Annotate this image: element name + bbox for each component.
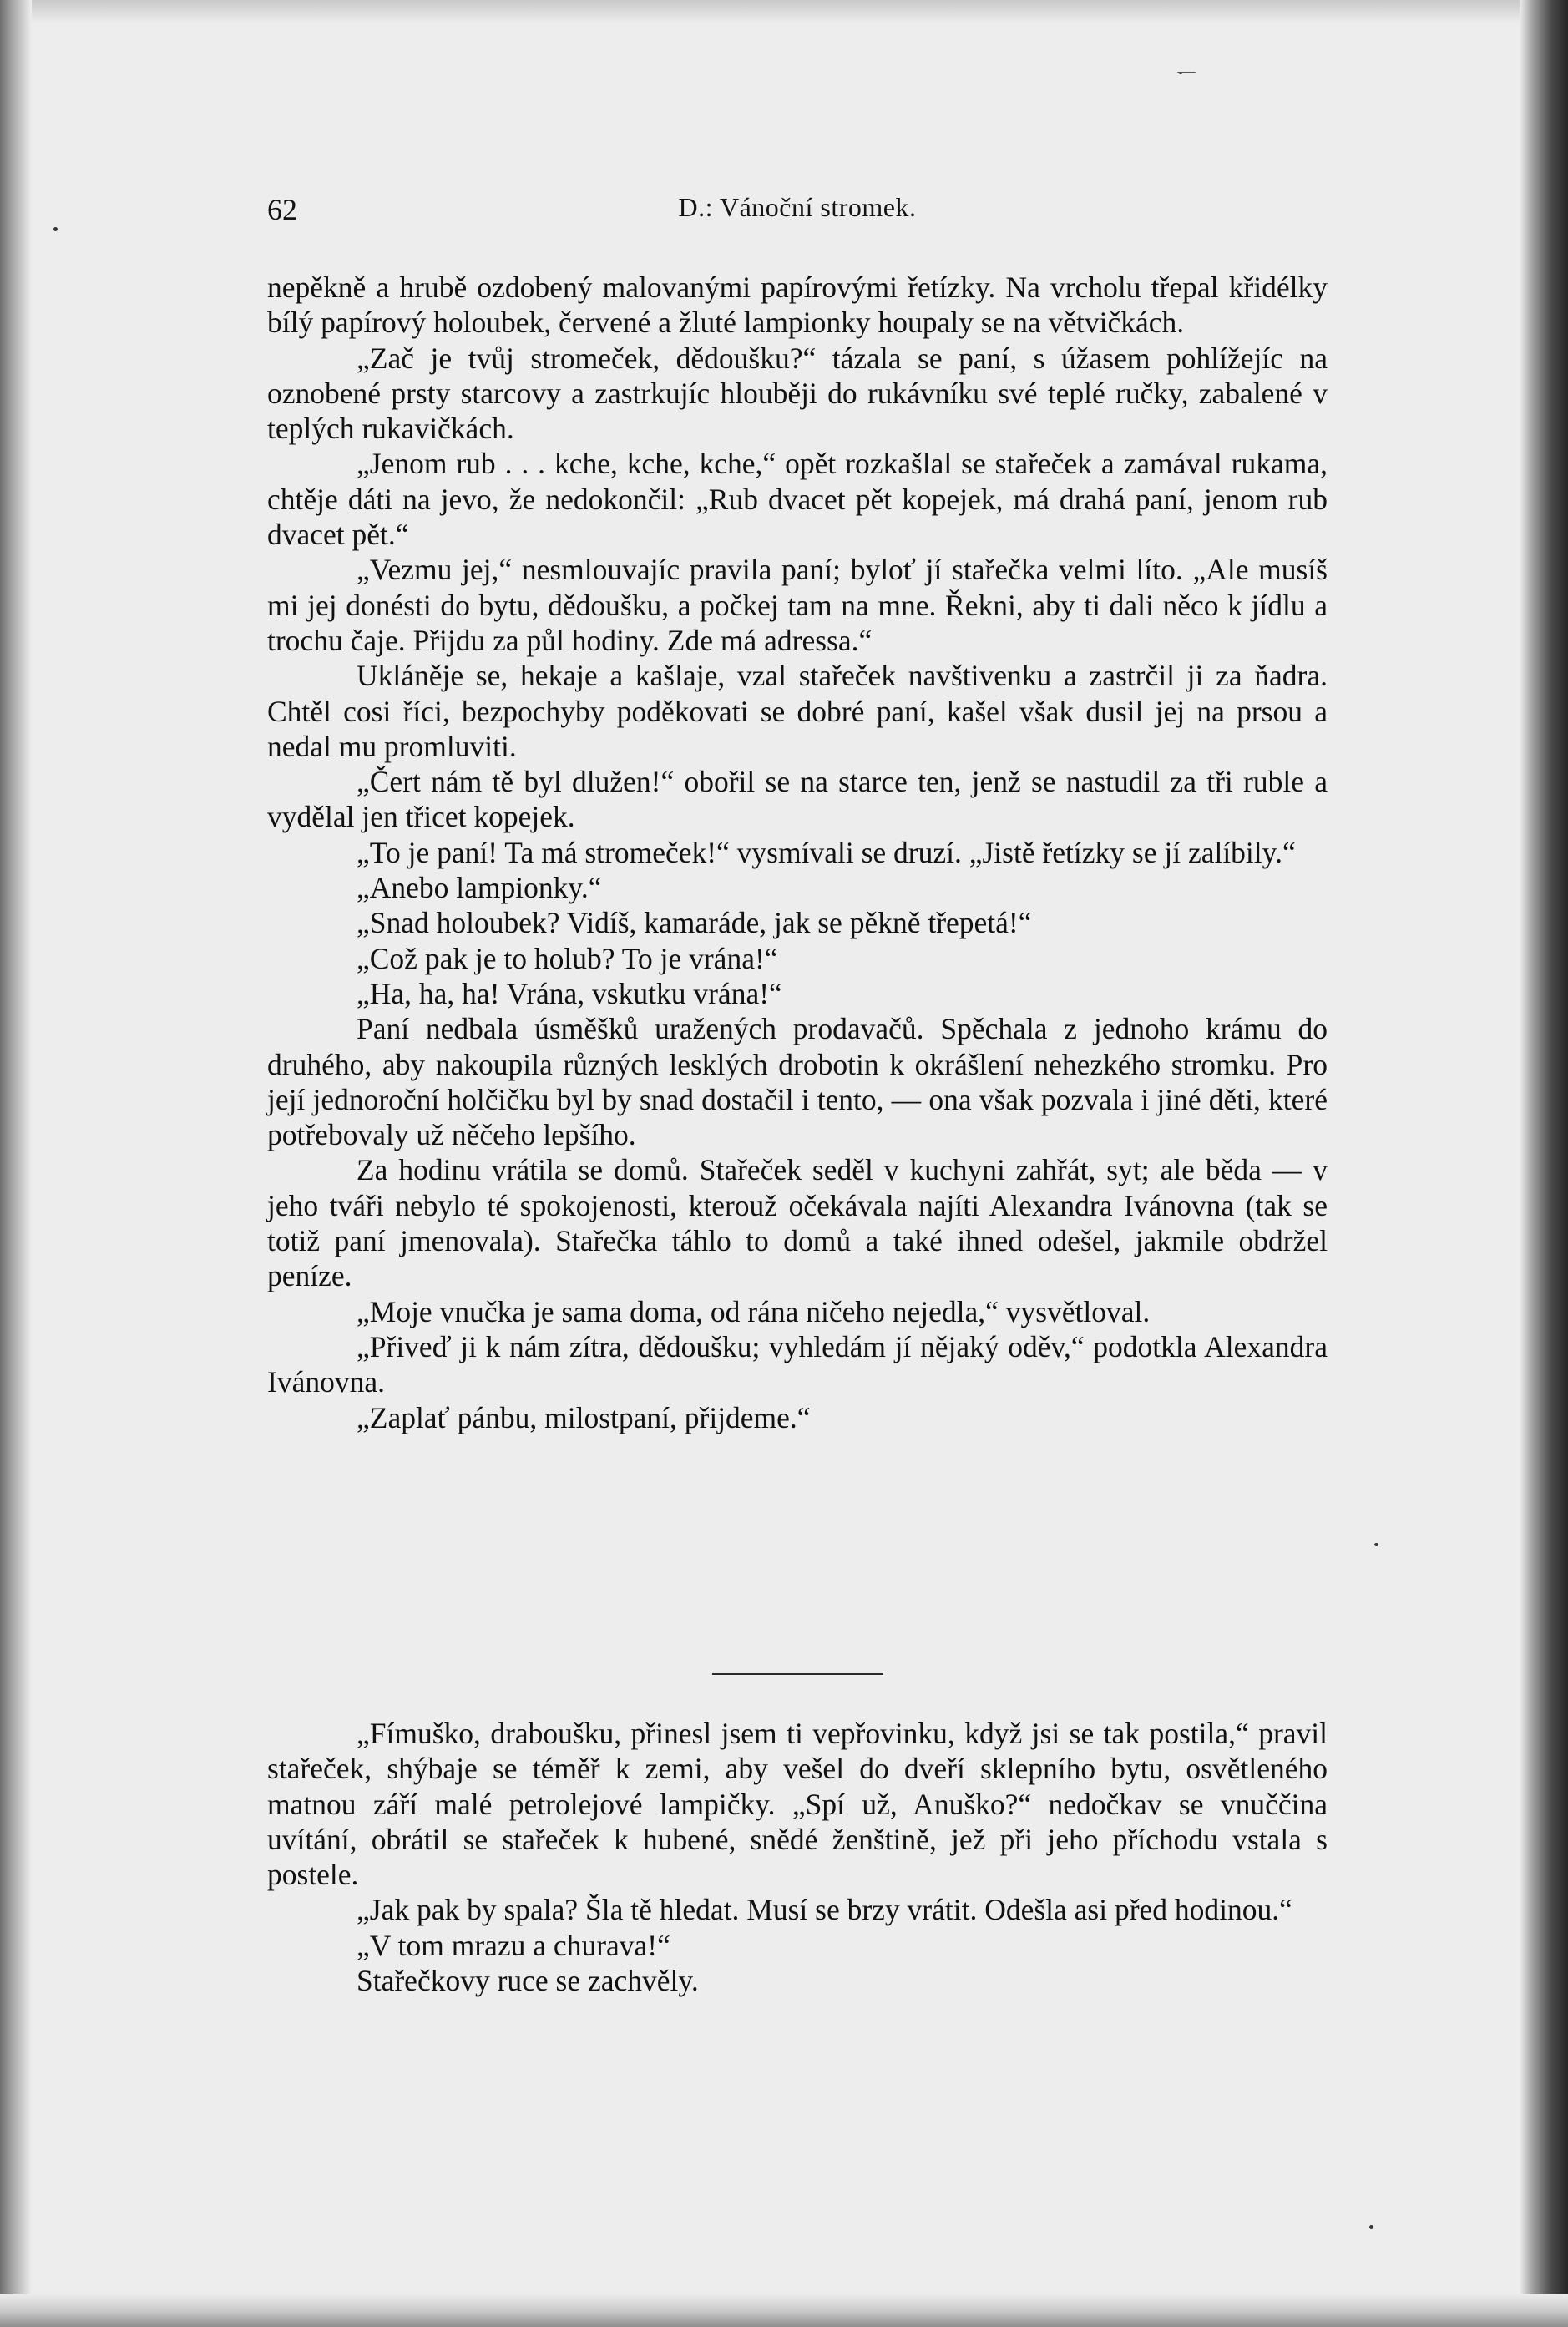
paragraph: „Moje vnučka je sama doma, od rána ničeho nejedla,“ vysvětloval. [357, 1294, 1151, 1328]
paragraph: „Anebo lampionky.“ [357, 871, 602, 905]
paragraph: „V tom mrazu a churava!“ [357, 1928, 670, 1962]
paragraph: „Fímuško, draboušku, přinesl jsem ti vepřovinku, když jsi se tak postila,“ pravil stařeček, shýbaje se téměř k zemi, aby vešel do dveří sklepního bytu, osvětleného matnou září malé petrolejové lampičky. „Spí už, Anuško?“ nedočkav se vnuččina uvítání, obrátil se stařeček k hubené, snědé ženštině, jež při jeho příchodu vstala s postele. [267, 1717, 1328, 1892]
page-bottom-edge [0, 2294, 1568, 2327]
paragraph: „Čert nám tě byl dlužen!“ obořil se na starce ten, jenž se nastudil za tři ruble a vydělal jen třicet kopejek. [267, 765, 1328, 834]
paragraph: „Jak pak by spala? Šla tě hledat. Musí se brzy vrátit. Odešla asi před hodinou.“ [357, 1893, 1292, 1927]
paragraph: „Což pak je to holub? To je vrána!“ [357, 941, 778, 975]
page-header [267, 192, 1328, 234]
paragraph: Za hodinu vrátila se domů. Stařeček seděl v kuchyni zahřát, syt; ale běda — v jeho tváři nebylo té spokojenosti, kterouž očekávala najíti Alexandra Ivánovna (tak se totiž paní jmenovala). Stařečka táhlo to domů a také ihned odešel, jakmile obdržel peníze. [267, 1153, 1328, 1293]
paragraph: „To je paní! Ta má stromeček!“ vysmívali se druzí. „Jistě řetízky se jí zalíbily.“ [357, 835, 1296, 869]
section-separator [712, 1673, 883, 1675]
paragraph: „Zač je tvůj stromeček, dědoušku?“ tázala se paní, s úžasem pohlížejíc na oznobené prsty starcovy a zastrkujíc hlouběji do rukávníku své teplé ručky, zabalené v teplých rukavičkách. [267, 341, 1328, 446]
paragraph: „Zaplať pánbu, milostpaní, přijdeme.“ [357, 1400, 811, 1434]
body-text-section-2 [267, 1716, 1328, 1998]
scan-speck [53, 227, 58, 231]
paragraph: Ukláněje se, hekaje a kašlaje, vzal stařeček navštivenku a zastrčil ji za ňadra. Chtěl cosi říci, bezpochyby poděkovati se dobré paní, kašel však dusil jej na prsou a nedal mu promluviti. [267, 659, 1328, 763]
scan-speck [1374, 1543, 1378, 1546]
scan-speck [1369, 2225, 1373, 2229]
paragraph: „Ha, ha, ha! Vrána, vskutku vrána!“ [357, 976, 782, 1010]
paragraph: „Přiveď ji k nám zítra, dědoušku; vyhledám jí nějaký oděv,“ podotkla Alexandra Ivánovna. [267, 1329, 1328, 1399]
paragraph: nepěkně a hrubě ozdobený malovanými papírovými řetízky. Na vrcholu třepal křidélky bílý papírový holoubek, červené a žluté lampionky houpaly se na větvičkách. [267, 271, 1328, 340]
page-number: 62 [267, 193, 297, 226]
page-right-edge [1520, 0, 1568, 2327]
paragraph: „Vezmu jej,“ nesmlouvajíc pravila paní; byloť jí stařečka velmi líto. „Ale musíš mi jej donésti do bytu, dědoušku, a počkej tam na mne. Řekni, aby ti dali něco k jídlu a trochu čaje. Přijdu za půl hodiny. Zde má adressa.“ [267, 553, 1328, 657]
body-text-section-1 [267, 270, 1328, 1435]
scan-mark [1177, 72, 1196, 73]
paragraph: Stařečkovy ruce se zachvěly. [357, 1964, 699, 1998]
running-title: D.: Vánoční stromek. [678, 192, 917, 222]
paragraph: „Jenom rub . . . kche, kche, kche,“ opět rozkašlal se stařeček a zamával rukama, chtěje dáti na jevo, že nedokončil: „Rub dvacet pět kopejek, má drahá paní, jenom rub dvacet pět.“ [267, 447, 1328, 552]
paragraph: „Snad holoubek? Vidíš, kamaráde, jak se pěkně třepetá!“ [357, 906, 1032, 940]
paragraph: Paní nedbala úsměšků uražených prodavačů. Spěchala z jednoho krámu do druhého, aby nakoupila různých lesklých drobotin k okrášlení nehezkého stromku. Pro její jednoroční holčičku byl by snad dostačil i tento, — ona však pozvala i jiné děti, které potřebovaly už něčeho lepšího. [267, 1012, 1328, 1152]
page-top-shadow [0, 0, 1568, 23]
page-left-edge [0, 0, 32, 2327]
